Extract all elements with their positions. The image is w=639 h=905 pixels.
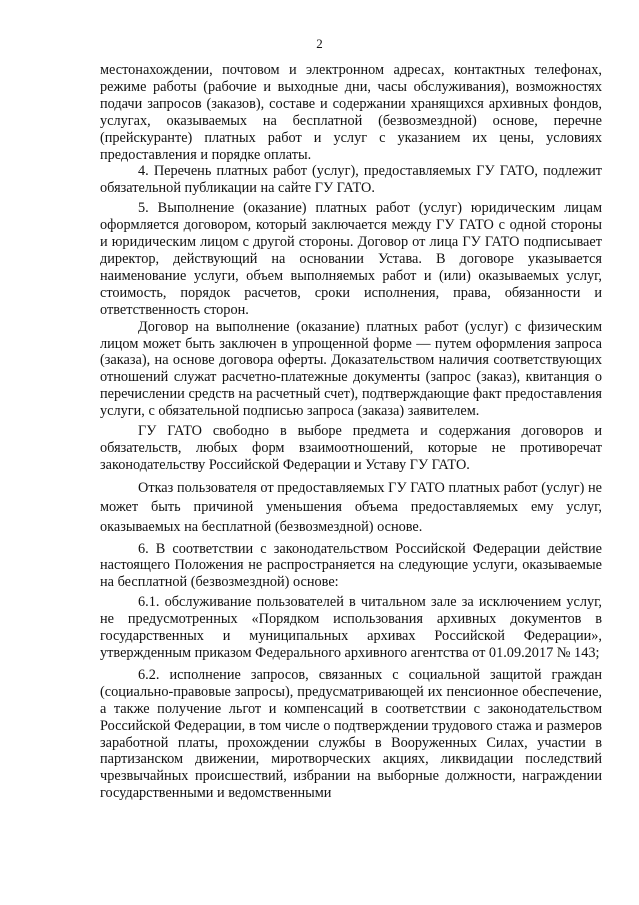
paragraph-item-6: 6. В соответствии с законодательством Российской Федерации действие настоящего Положения не распространяется на следующие услуги, оказываемые на бесплатной (безвозмездной) основе: xyxy=(100,540,602,591)
paragraph-item-4: 4. Перечень платных работ (услуг), предоставляемых ГУ ГАТО, подлежит обязательной публикации на сайте ГУ ГАТО. xyxy=(100,163,602,197)
paragraph-individual-contract: Договор на выполнение (оказание) платных работ (услуг) с физическим лицом может быть заключен в упрощенной форме — путем оформления запроса (заказа), на основе договора оферты. Доказательством наличия соответствующих отношений служат расчетно-платежные документы (запрос (заказ), квитанция о перечислении средств на расчетный счет), подтверждающие факт предоставления услуги, с обязательной подписью запроса (заказа) заявителем. xyxy=(100,318,602,420)
paragraph-refusal: Отказ пользователя от предоставляемых ГУ ГАТО платных работ (услуг) не может быть причиной уменьшения объема предоставляемых ему услуг, оказываемых на бесплатной (безвозмездной) основе. xyxy=(100,479,602,535)
paragraph-item-6-2: 6.2. исполнение запросов, связанных с социальной защитой граждан (социально-правовые запросы), предусматривающей их пенсионное обеспечение, а также получение льгот и компенсаций в соответствии с законодательством Российской Федерации, в том числе о подтверждении трудового стажа и размеров заработной платы, прохождении службы в Вооруженных Силах, участии в партизанском движении, миротворческих акциях, ликвидации последствий чрезвычайных происшествий, избрании на выборные должности, награждении государственными и ведомственными xyxy=(100,666,602,802)
paragraph-item-6-1: 6.1. обслуживание пользователей в читальном зале за исключением услуг, не предусмотренных «Порядком использования архивных документов в государственных и муниципальных архивах Российской Федерации», утвержденным приказом Федерального архивного агентства от 01.09.2017 № 143; xyxy=(100,594,602,661)
paragraph-contacts-continuation: местонахождении, почтовом и электронном адресах, контактных телефонах, режиме работы (рабочие и выходные дни, часы обслуживания), возможностях подачи запросов (заказов), составе и содержании хранящихся архивных фондов, услугах, оказываемых на бесплатной (безвозмездной) основе, перечне (прейскуранте) платных работ и услуг с указанием их цены, условиях предоставления и порядке оплаты. xyxy=(100,62,602,163)
document-body xyxy=(100,62,602,802)
paragraph-item-5: 5. Выполнение (оказание) платных работ (услуг) юридическим лицам оформляется договором, который заключается между ГУ ГАТО с одной стороны и юридическим лицом с другой стороны. Договор от лица ГУ ГАТО подписывает директор, действующий на основании Устава. В договоре указывается наименование услуги, объем выполняемых работ и (или) оказываемых услуг, стоимость, порядок расчетов, сроки исполнения, права, обязанности и ответственность сторон. xyxy=(100,200,602,318)
page-number: 2 xyxy=(316,36,323,51)
paragraph-freedom-of-contract: ГУ ГАТО свободно в выборе предмета и содержания договоров и обязательств, любых форм взаимоотношений, которые не противоречат законодательству Российской Федерации и Уставу ГУ ГАТО. xyxy=(100,423,602,473)
